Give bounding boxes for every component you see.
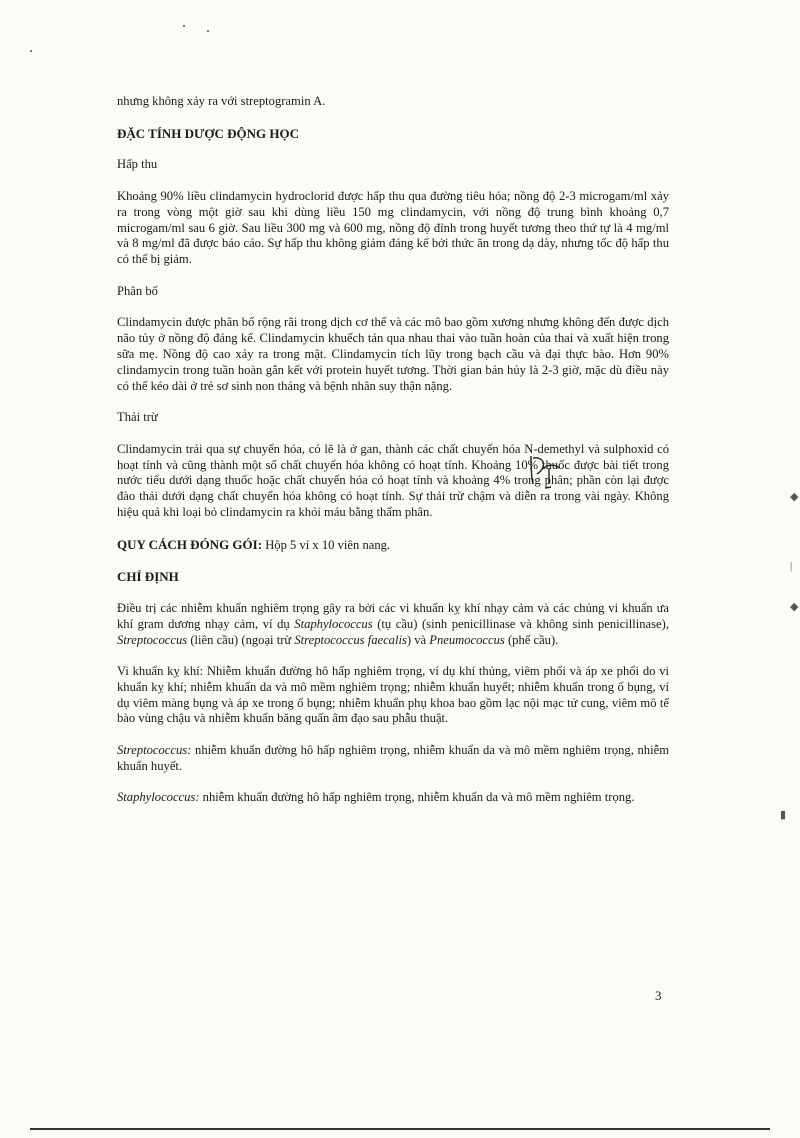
initials-signature-icon	[525, 450, 565, 490]
packaging-text: Hộp 5 vỉ x 10 viên nang.	[262, 537, 391, 552]
heading-pharmacokinetics: ĐẶC TÍNH DƯỢC ĐỘNG HỌC	[117, 125, 300, 141]
page-number: 3	[655, 988, 662, 1003]
paragraph-anaerobes: Vi khuẩn kỵ khí: Nhiễm khuẩn đường hô hấp nghiêm trọng, ví dụ khí thủng, viêm phổi và áp xe phổi do vi khuẩn kỵ khí; nhiễm khuẩn da và mô mềm nghiêm trọng; nhiễm khuẩn huyết; nhiễm khuẩn trong ổ bụng, ví dụ viêm màng bụng và áp xe trong ổ bụng; nhiễm khuẩn phụ khoa bao gồm lạc nội mạc tử cung, viêm mô tế bào vùng chậu và nhiễm khuẩn băng quấn âm đạo sau phẫu thuật.	[117, 664, 669, 726]
edge-mark: ◆	[790, 601, 799, 613]
paragraph-staphylococcus: Staphylococcus: nhiễm khuẩn đường hô hấp nghiêm trọng, nhiễm khuẩn da và mô mềm nghiêm trọng.	[117, 790, 635, 805]
heading-packaging: QUY CÁCH ĐÓNG GÓI:	[117, 536, 263, 552]
scan-speck	[183, 25, 185, 27]
paragraph-indications-general: Điều trị các nhiễm khuẩn nghiêm trọng gây ra bởi các vi khuẩn kỵ khí nhạy cảm và các chủng vi khuẩn ưa khí gram dương nhạy cảm, ví dụ Staphylococcus (tụ cầu) (sinh penicillinase và không sinh penicillinase), Streptococcus (liên cầu) (ngoại trừ Streptococcus faecalis) và Pneumococcus (phế cầu).	[117, 600, 669, 647]
document-body	[117, 94, 669, 806]
edge-mark: ◆	[790, 491, 799, 503]
subheading-distribution: Phân bố	[117, 283, 158, 298]
scan-speck	[30, 50, 32, 52]
paragraph-streptococcus: Streptococcus: nhiễm khuẩn đường hô hấp nghiêm trọng, nhiễm khuẩn da và mô mềm nghiêm trọng, nhiễm khuẩn huyết.	[117, 743, 669, 773]
subheading-excretion: Thải trừ	[117, 410, 158, 425]
paragraph-excretion: Clindamycin trải qua sự chuyển hóa, có lẽ là ở gan, thành các chất chuyển hóa N-demethyl và sulphoxid có hoạt tính và cũng thành một số chất chuyển hóa không có hoạt tính. Khoảng 10% thuốc được bài tiết trong nước tiểu dưới dạng thuốc hoặc chất chuyển hóa có hoạt tính và khoảng 4% trong phân; phần còn lại được đào thải dưới dạng chất chuyển hóa không có hoạt tính. Sự thải trừ chậm và diễn ra trong vài ngày. Không hiệu quả khi loại bỏ clindamycin ra khỏi máu bằng thẩm phân.	[117, 441, 669, 519]
edge-mark: ▮	[780, 809, 787, 821]
paragraph-distribution: Clindamycin được phân bố rộng rãi trong dịch cơ thể và các mô bao gồm xương nhưng không đến được dịch não tủy ở nồng độ đáng kể. Clindamycin khuếch tán qua nhau thai vào tuần hoàn của thai và xuất hiện trong sữa mẹ. Nồng độ cao xảy ra trong mật. Clindamycin tích lũy trong bạch cầu và đại thực bào. Hơn 90% clindamycin trong tuần hoàn gắn kết với protein huyết tương. Thời gian bán hủy là 2-3 giờ, mặc dù điều này có thể kéo dài ở trẻ sơ sinh non tháng và bệnh nhân suy thận nặng.	[117, 315, 669, 393]
bottom-rule	[30, 1128, 770, 1130]
paragraph-absorption: Khoảng 90% liều clindamycin hydroclorid được hấp thu qua đường tiêu hóa; nồng độ 2-3 microgam/ml xảy ra trong vòng một giờ sau khi dùng liều 150 mg clindamycin, với nồng độ trung bình khoảng 0,7 microgam/ml sau 6 giờ. Sau liều 300 mg và 600 mg, nồng độ đỉnh trong huyết tương theo thứ tự là 4 mg/ml và 8 mg/ml đã được báo cáo. Sự hấp thu không giảm đáng kể bởi thức ăn trong dạ dày, nhưng tốc độ hấp thu có thể bị giảm.	[117, 188, 669, 267]
scan-speck	[207, 30, 209, 32]
edge-mark: |	[790, 560, 793, 572]
packaging-line	[117, 537, 669, 554]
subheading-absorption: Hấp thu	[117, 157, 158, 172]
intro-line: nhưng không xảy ra với streptogramin A.	[117, 94, 326, 108]
heading-indications: CHỈ ĐỊNH	[117, 569, 179, 585]
